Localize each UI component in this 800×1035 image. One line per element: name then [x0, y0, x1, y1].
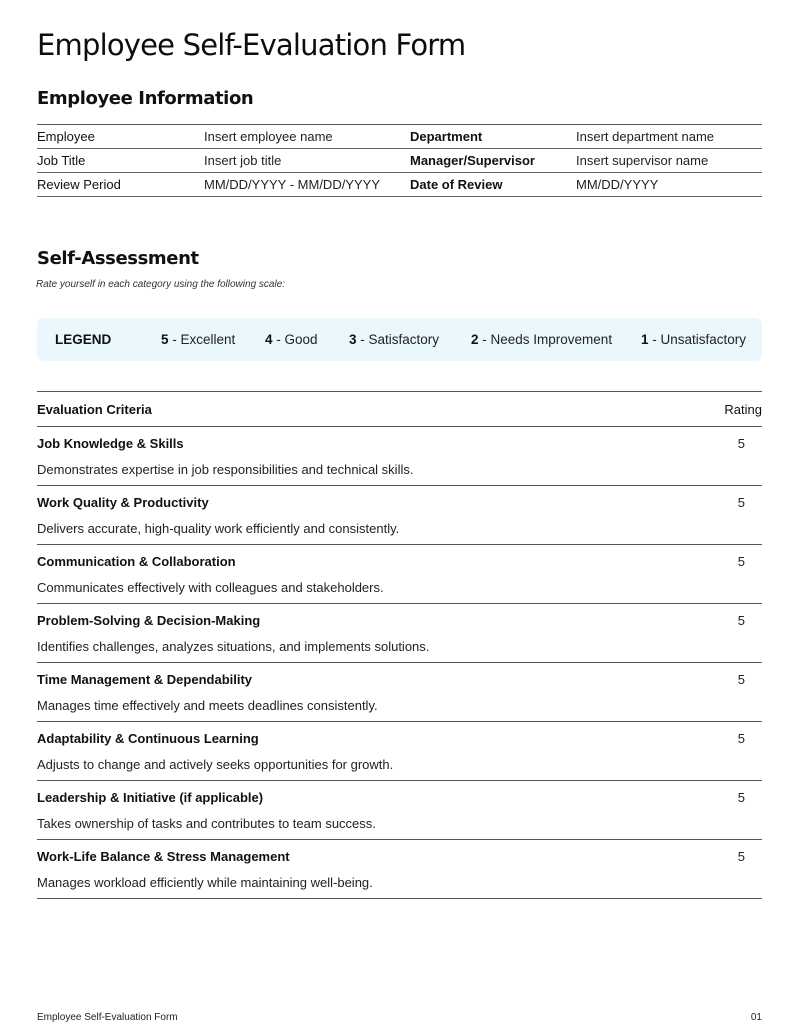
- evaluation-table-header: [37, 392, 762, 427]
- supervisor-field[interactable]: Insert supervisor name: [576, 153, 709, 168]
- job-title-label: Job Title: [37, 153, 86, 168]
- job-title-field[interactable]: Insert job title: [204, 153, 282, 168]
- legend-item-3: 3 - Satisfactory: [349, 332, 440, 347]
- page-number: 01: [750, 1012, 762, 1023]
- criteria-name: Leadership & Initiative (if applicable): [37, 790, 264, 805]
- table-row: [37, 486, 762, 545]
- criteria-description: Manages workload efficiently while maintaining well-being.: [37, 875, 373, 890]
- manager-label: Manager/Supervisor: [410, 153, 535, 168]
- info-row: [37, 125, 762, 149]
- review-period-label: Review Period: [37, 177, 121, 192]
- legend-item-1: 1 - Unsatisfactory: [641, 332, 747, 347]
- table-row: [37, 663, 762, 722]
- criteria-name: Job Knowledge & Skills: [37, 436, 184, 451]
- criteria-name: Communication & Collaboration: [37, 554, 236, 569]
- criteria-name: Time Management & Dependability: [37, 672, 253, 687]
- employee-info-table: [37, 124, 762, 197]
- criteria-column-header: Evaluation Criteria: [37, 401, 152, 417]
- employee-name-field[interactable]: Insert employee name: [204, 129, 333, 144]
- rating-column-header: Rating: [724, 401, 762, 417]
- self-assessment-heading: Self-Assessment: [37, 248, 199, 269]
- criteria-description: Identifies challenges, analyzes situations, and implements solutions.: [37, 639, 430, 654]
- criteria-description: Takes ownership of tasks and contributes to team success.: [37, 816, 376, 831]
- criteria-description: Demonstrates expertise in job responsibilities and technical skills.: [37, 462, 414, 477]
- employee-label: Employee: [37, 129, 95, 144]
- info-row: [37, 173, 762, 197]
- date-of-review-label: Date of Review: [410, 177, 503, 192]
- table-row: [37, 722, 762, 781]
- rating-value[interactable]: 5: [737, 849, 745, 864]
- rating-legend: [37, 318, 762, 361]
- legend-item-2: 2 - Needs Improvement: [471, 332, 613, 347]
- rating-value[interactable]: 5: [737, 436, 745, 451]
- legend-item-4: 4 - Good: [265, 332, 318, 347]
- info-row: [37, 149, 762, 173]
- employee-information-heading: Employee Information: [37, 88, 254, 109]
- review-period-field[interactable]: MM/DD/YYYY - MM/DD/YYYY: [204, 177, 381, 192]
- department-label: Department: [410, 129, 483, 144]
- rating-value[interactable]: 5: [737, 554, 745, 569]
- criteria-name: Adaptability & Continuous Learning: [37, 731, 259, 746]
- table-row: [37, 781, 762, 840]
- rating-value[interactable]: 5: [737, 613, 745, 628]
- rating-value[interactable]: 5: [737, 790, 745, 805]
- footer-title: Employee Self-Evaluation Form: [37, 1012, 178, 1023]
- page-title: Employee Self-Evaluation Form: [37, 28, 466, 62]
- table-row: [37, 604, 762, 663]
- table-row: [37, 545, 762, 604]
- criteria-name: Work Quality & Productivity: [37, 495, 209, 510]
- criteria-description: Adjusts to change and actively seeks opportunities for growth.: [37, 757, 394, 772]
- criteria-name: Work-Life Balance & Stress Management: [37, 849, 290, 864]
- legend-item-5: 5 - Excellent: [161, 332, 236, 347]
- document-page: [37, 0, 762, 1035]
- date-of-review-field[interactable]: MM/DD/YYYY: [576, 177, 659, 192]
- evaluation-table: [37, 391, 762, 899]
- rating-instruction: Rate yourself in each category using the following scale:: [36, 279, 286, 290]
- rating-value[interactable]: 5: [737, 672, 745, 687]
- criteria-description: Communicates effectively with colleagues and stakeholders.: [37, 580, 384, 595]
- legend-label: LEGEND: [55, 332, 112, 347]
- table-row: [37, 427, 762, 486]
- department-field[interactable]: Insert department name: [576, 129, 715, 144]
- criteria-description: Manages time effectively and meets deadlines consistently.: [37, 698, 378, 713]
- rating-value[interactable]: 5: [737, 495, 745, 510]
- criteria-name: Problem-Solving & Decision-Making: [37, 613, 261, 628]
- rating-value[interactable]: 5: [737, 731, 745, 746]
- table-row: [37, 840, 762, 899]
- criteria-description: Delivers accurate, high-quality work efficiently and consistently.: [37, 521, 400, 536]
